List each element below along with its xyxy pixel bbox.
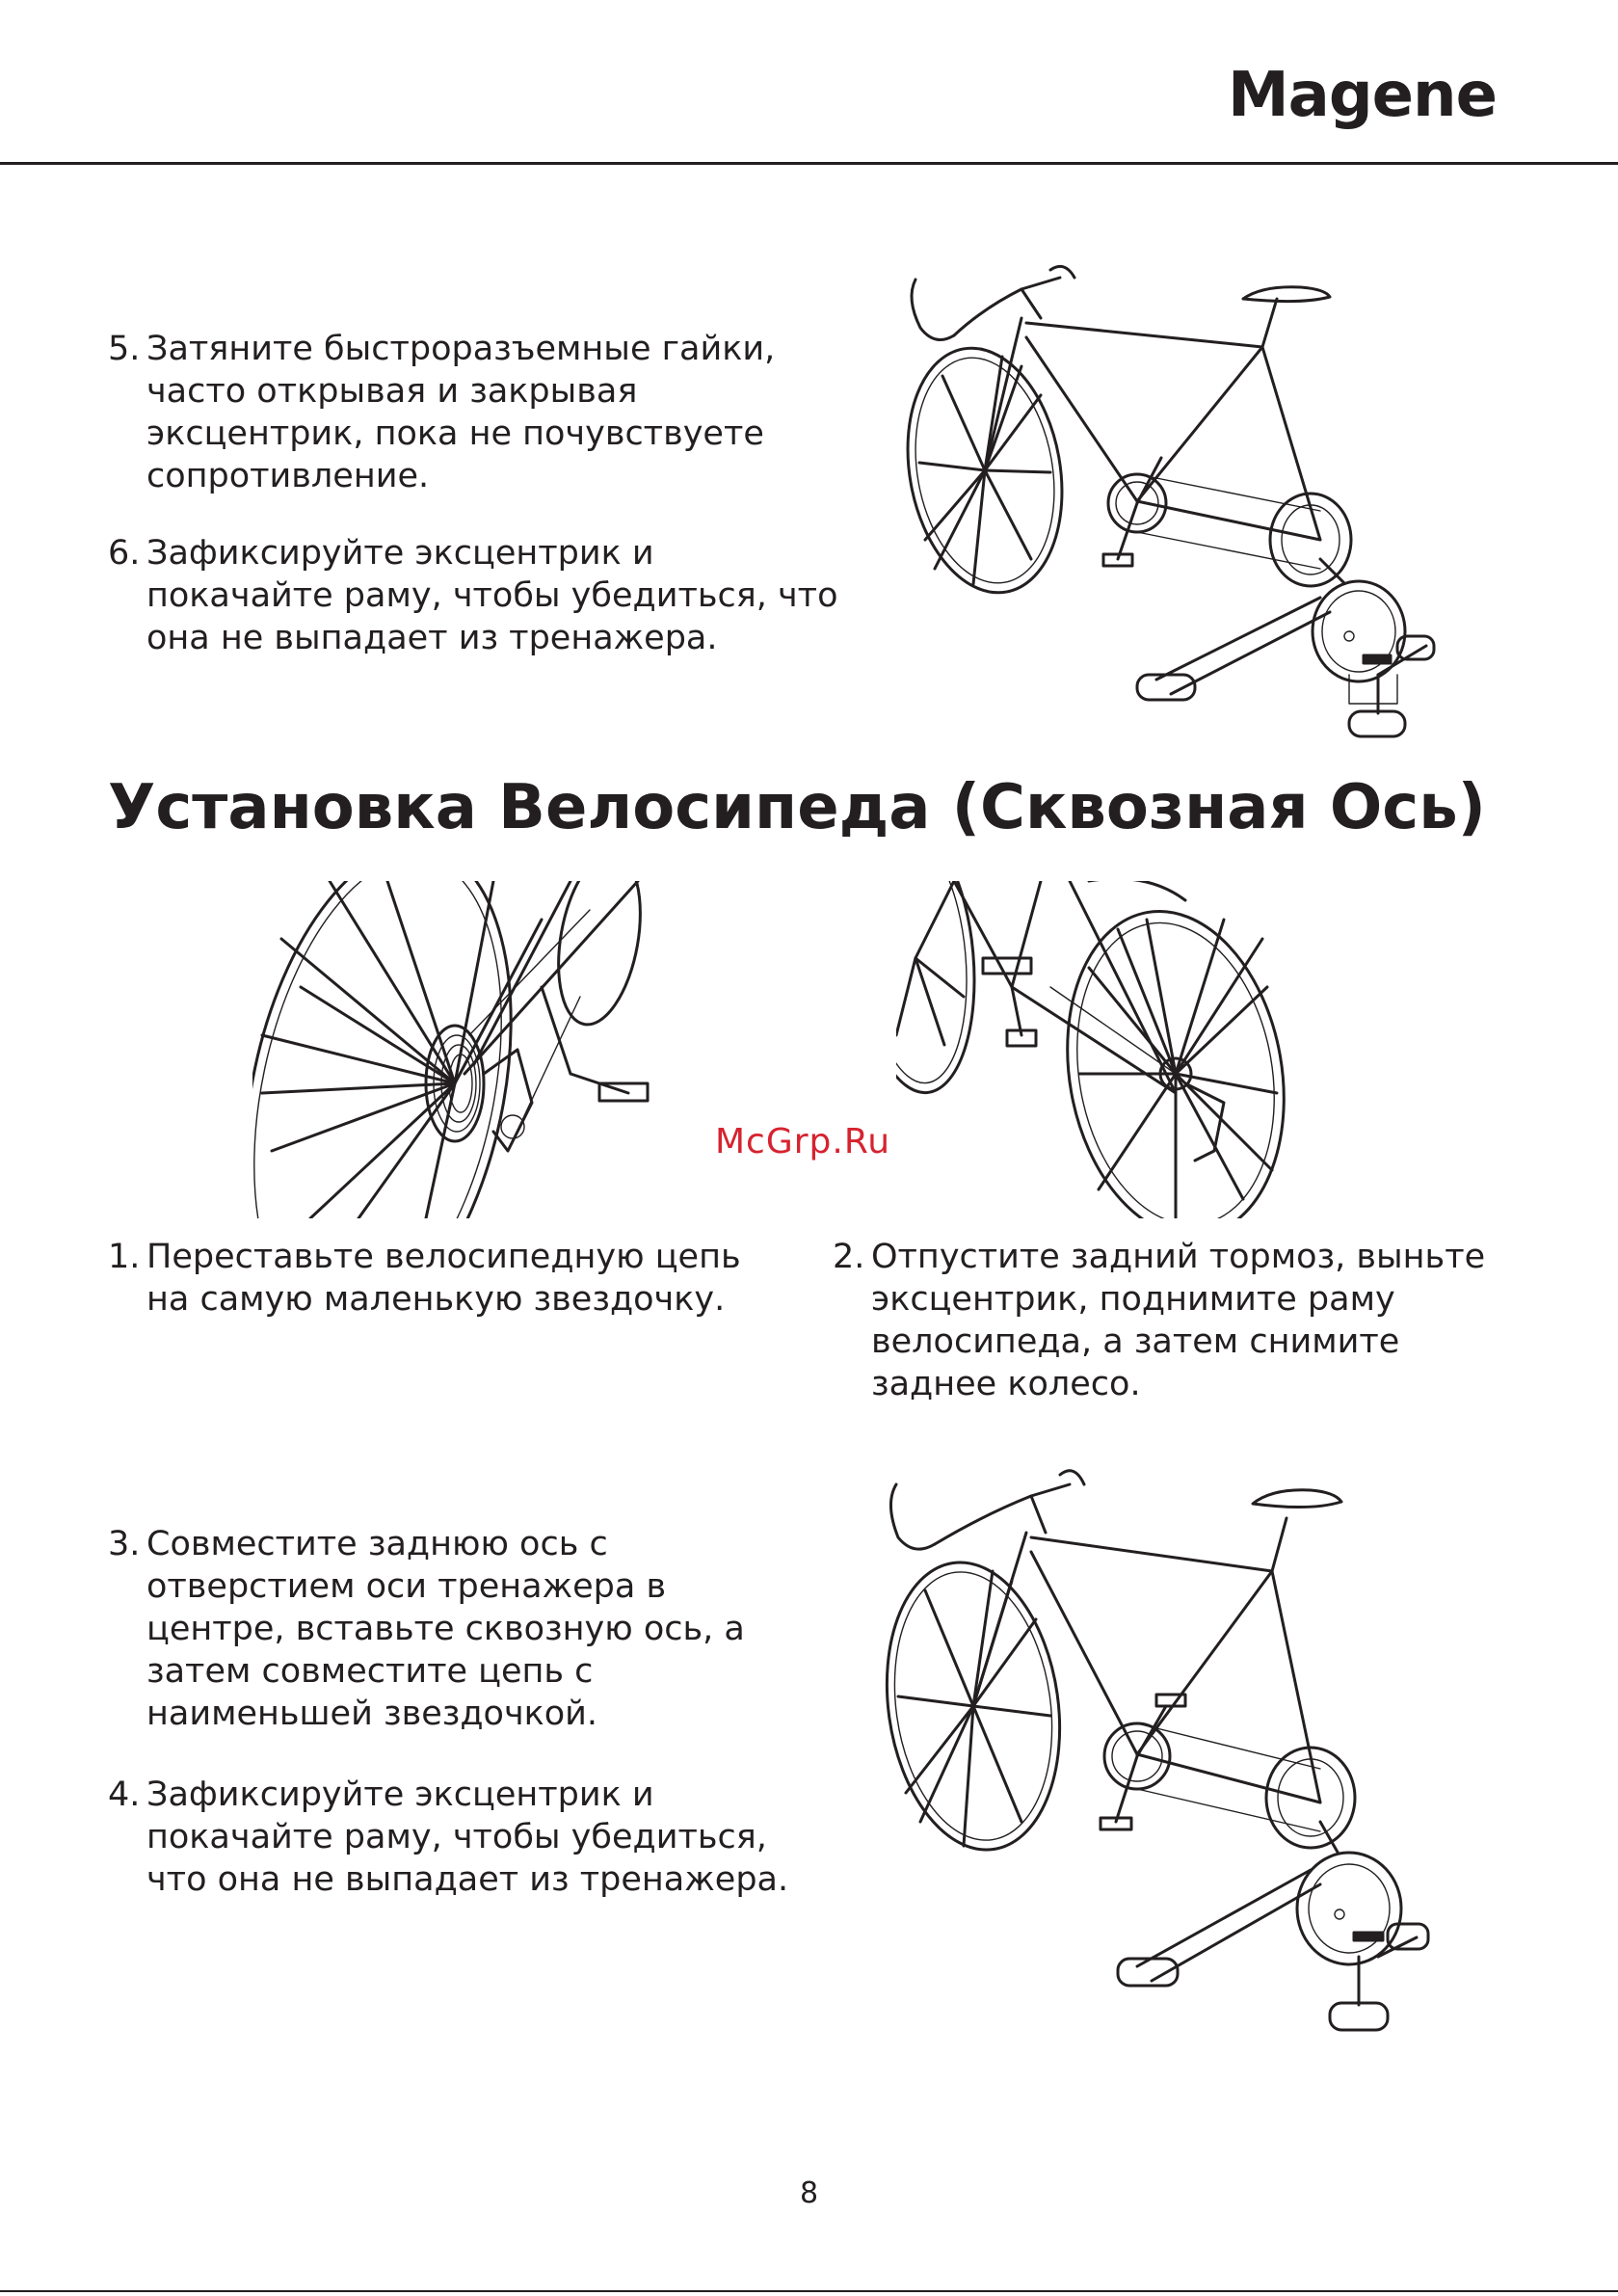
step-2 [833, 1236, 1526, 1405]
rear-wheel-removal-illustration [896, 881, 1330, 1218]
step-3 [108, 1523, 840, 1735]
step-number: 4. [108, 1775, 141, 1814]
step-text: Зафиксируйте эксцентрик и покачайте раму, чтобы убедиться, что она не выпадает из тренажера. [146, 1775, 789, 1899]
step-text: Совместите заднюю ось с отверстием оси тренажера в центре, вставьте сквозную ось, а затем совместите цепь с наименьшей звездочкой. [146, 1525, 745, 1733]
step-text: Зафиксируйте эксцентрик и покачайте раму, чтобы убедиться, что она не выпадает из тренажера. [146, 534, 838, 657]
brand-logo: Magene [1227, 60, 1497, 131]
header-divider [0, 162, 1618, 165]
step-number: 5. [108, 330, 141, 368]
page-number: 8 [799, 2176, 819, 2210]
watermark: McGrp.Ru [715, 1122, 891, 1161]
footer-divider [0, 2290, 1618, 2292]
bike-on-trainer-thru-axle-illustration [877, 1446, 1436, 2053]
bike-on-trainer-illustration [896, 251, 1436, 752]
step-6 [108, 532, 898, 659]
step-number: 1. [108, 1238, 141, 1276]
step-text: Переставьте велосипедную цепь на самую маленькую звездочку. [146, 1238, 741, 1319]
rear-cassette-illustration [252, 881, 650, 1218]
section-title: Установка Велосипеда (Сквозная Ось) [108, 772, 1486, 843]
step-text: Отпустите задний тормоз, выньте эксцентрик, поднимите раму велосипеда, а затем снимите заднее колесо. [871, 1238, 1486, 1403]
step-5 [108, 328, 879, 497]
step-number: 6. [108, 534, 141, 573]
step-1 [108, 1236, 802, 1321]
step-number: 2. [833, 1238, 865, 1276]
step-text: Затяните быстроразъемные гайки, часто открывая и закрывая эксцентрик, пока не почувствуете сопротивление. [146, 330, 776, 495]
step-4 [108, 1774, 860, 1901]
step-number: 3. [108, 1525, 141, 1563]
